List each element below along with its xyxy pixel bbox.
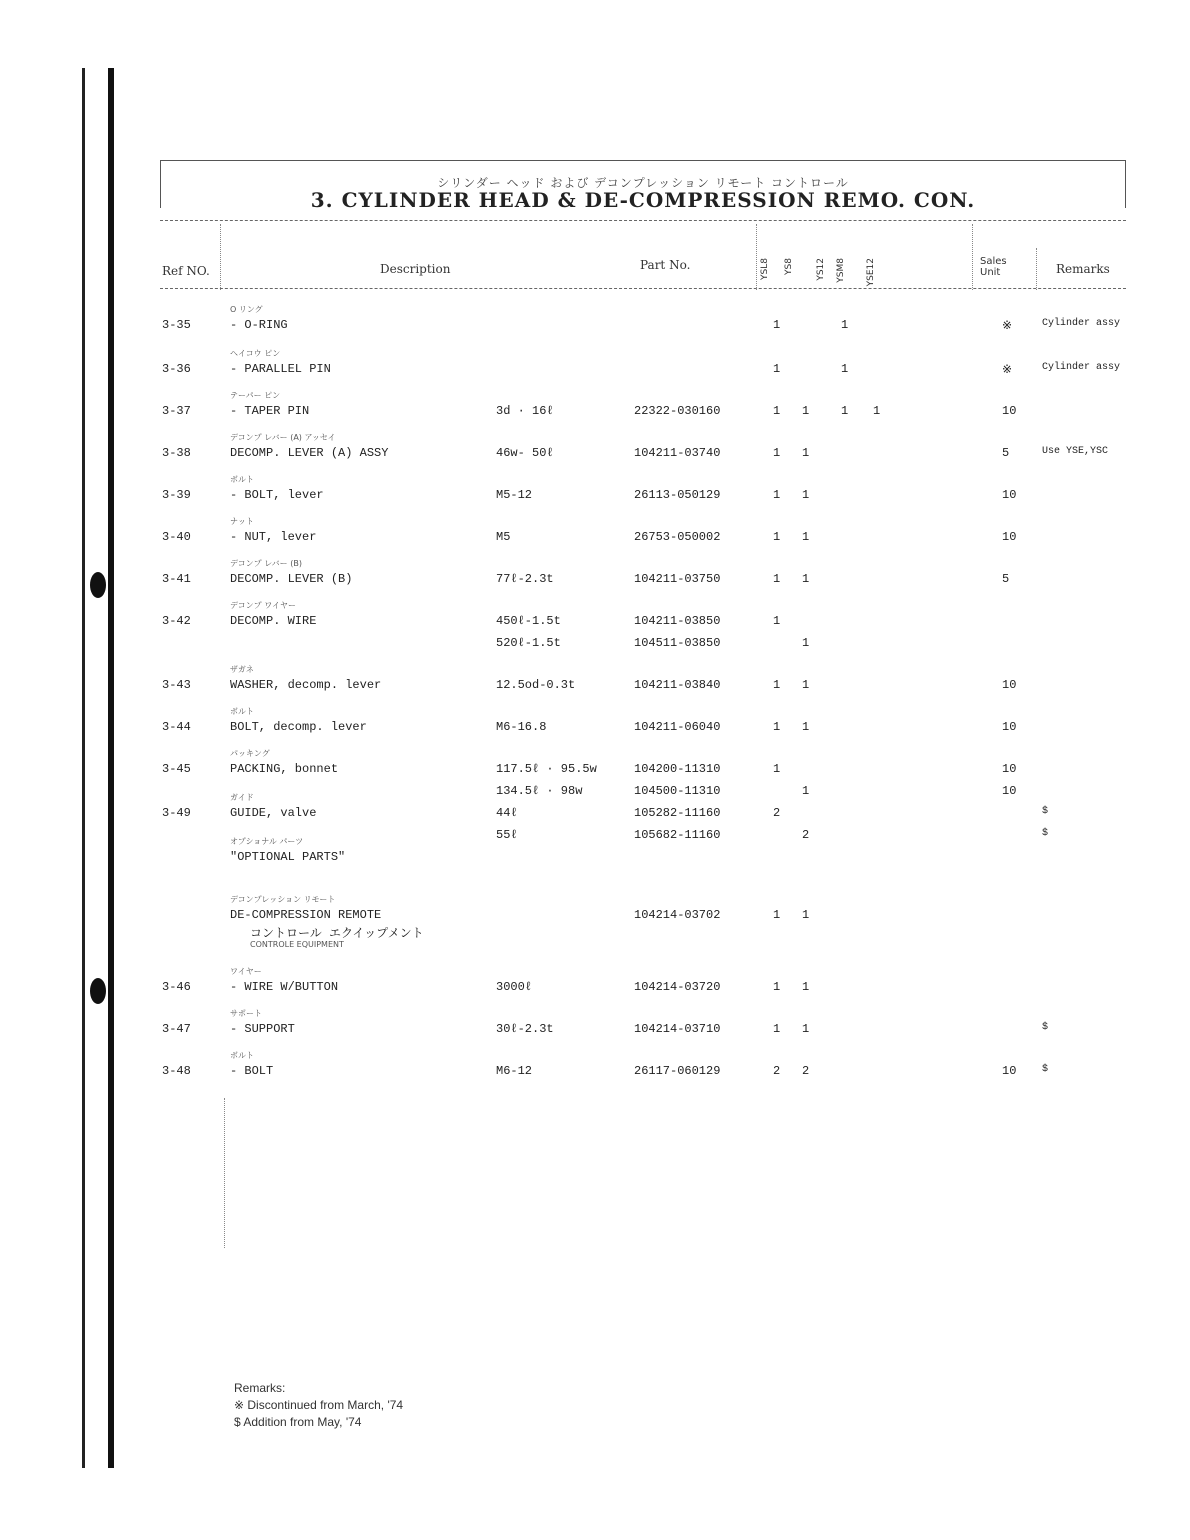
model-col-1: YSL8 (760, 258, 770, 280)
description: DECOMP. LEVER (B) (230, 572, 353, 586)
qty-ysl8: 1 (773, 720, 781, 734)
description-jp: デコンプ レバー (B) (230, 559, 302, 568)
part-number: 104214-03720 (634, 980, 721, 994)
part-number: 26113-050129 (634, 488, 721, 502)
size: 117.5ℓ · 95.5w (496, 762, 597, 776)
binder-edge (82, 68, 85, 1468)
table-row (160, 516, 1126, 556)
qty-ys8: 1 (802, 784, 810, 798)
description-jp: パッキング (230, 749, 270, 758)
col-description-header: Description (380, 262, 451, 276)
sales-unit: 5 (1002, 572, 1010, 586)
frame-top (160, 160, 1126, 162)
header-rule (160, 220, 1126, 221)
remarks-line: ※ Discontinued from March, '74 (234, 1398, 404, 1412)
description-jp: コントロール エクイップメント (250, 927, 424, 941)
description: - BOLT (230, 1064, 274, 1078)
ref-number: 3-47 (162, 1022, 191, 1036)
qty-ysl8: 1 (773, 404, 781, 418)
ref-number: 3-41 (162, 572, 191, 586)
parts-list-sheet (160, 158, 1126, 1518)
description: - O-RING (230, 318, 288, 332)
ref-number: 3-42 (162, 614, 191, 628)
table-row (160, 600, 1126, 650)
size: 46w- 50ℓ (496, 446, 554, 460)
description-jp: テーパー ピン (230, 391, 281, 400)
part-number: 26753-050002 (634, 530, 721, 544)
size: 30ℓ-2.3t (496, 1022, 554, 1036)
qty-ys8: 1 (802, 404, 810, 418)
remark: Cylinder assy (1042, 318, 1121, 329)
table-row (160, 894, 1126, 949)
description: BOLT, decomp. lever (230, 720, 367, 734)
qty-ysl8: 1 (773, 318, 781, 332)
column-divider (1036, 248, 1037, 290)
remarks-line: $ Addition from May, '74 (234, 1415, 362, 1429)
part-number: 104200-11310 (634, 762, 721, 776)
page-title-jp: シリンダー ヘッド および デコンプレッション リモート コントロール (437, 176, 849, 190)
qty-ys8: 2 (802, 1064, 810, 1078)
ref-number: 3-40 (162, 530, 191, 544)
qty-ysm8: 1 (873, 404, 881, 418)
part-number: 104211-03850 (634, 614, 721, 628)
ref-number: 3-35 (162, 318, 191, 332)
description: CONTROLE EQUIPMENT (250, 940, 344, 949)
ref-number: 3-43 (162, 678, 191, 692)
size: M6-16.8 (496, 720, 547, 734)
description-jp: オプショナル パーツ (230, 837, 304, 846)
description: - BOLT, lever (230, 488, 324, 502)
qty-ysl8: 1 (773, 762, 781, 776)
sales-unit: 10 (1002, 678, 1017, 692)
qty-ysl8: 1 (773, 614, 781, 628)
size: M5 (496, 530, 511, 544)
part-number: 22322-030160 (634, 404, 721, 418)
sales-unit: 10 (1002, 784, 1017, 798)
description-jp: サポート (230, 1009, 262, 1018)
size: 12.5od-0.3t (496, 678, 576, 692)
qty-ys8: 1 (802, 720, 810, 734)
description: DECOMP. WIRE (230, 614, 317, 628)
qty-ys12: 1 (841, 318, 849, 332)
part-number: 105682-11160 (634, 828, 721, 842)
qty-ysl8: 1 (773, 572, 781, 586)
ref-number: 3-36 (162, 362, 191, 376)
header-rule (160, 288, 1126, 289)
description: - WIRE W/BUTTON (230, 980, 339, 994)
part-number: 104214-03702 (634, 908, 721, 922)
qty-ysl8: 1 (773, 530, 781, 544)
sales-unit: 10 (1002, 488, 1017, 502)
sales-unit: ※ (1002, 319, 1013, 333)
description: - TAPER PIN (230, 404, 310, 418)
model-col-2: YS8 (784, 258, 794, 275)
col-sales-unit-header: Sales Unit (980, 256, 1007, 278)
table-row (160, 1008, 1126, 1048)
part-number: 104211-03740 (634, 446, 721, 460)
sales-unit: 10 (1002, 530, 1017, 544)
qty-ys8: 1 (802, 908, 810, 922)
column-divider (220, 224, 221, 290)
qty-ys12: 1 (841, 404, 849, 418)
part-number: 105282-11160 (634, 806, 721, 820)
table-row (160, 966, 1126, 1006)
ref-number: 3-38 (162, 446, 191, 460)
ref-number: 3-45 (162, 762, 191, 776)
qty-ysl8: 2 (773, 1064, 781, 1078)
table-row (160, 836, 1126, 876)
punch-hole (90, 572, 106, 598)
qty-ysl8: 2 (773, 806, 781, 820)
qty-ys8: 2 (802, 828, 810, 842)
size: 520ℓ-1.5t (496, 636, 561, 650)
size: 77ℓ-2.3t (496, 572, 554, 586)
part-number: 104214-03710 (634, 1022, 721, 1036)
remarks-block (234, 1380, 403, 1431)
description: DECOMP. LEVER (A) ASSY (230, 446, 389, 460)
qty-ys8: 1 (802, 530, 810, 544)
description: - NUT, lever (230, 530, 317, 544)
description: DE-COMPRESSION REMOTE (230, 908, 382, 922)
qty-ysl8: 1 (773, 980, 781, 994)
qty-ys8: 1 (802, 636, 810, 650)
model-col-5: YSE12 (866, 258, 876, 287)
remark: $ (1042, 1064, 1049, 1075)
table-row (160, 390, 1126, 430)
qty-ys8: 1 (802, 980, 810, 994)
description-jp: ボルト (230, 1051, 254, 1060)
size: M5-12 (496, 488, 533, 502)
remark: $ (1042, 828, 1049, 839)
remark: $ (1042, 806, 1049, 817)
remarks-heading: Remarks: (234, 1381, 286, 1395)
ref-number: 3-48 (162, 1064, 191, 1078)
part-number: 26117-060129 (634, 1064, 721, 1078)
size: 3d · 16ℓ (496, 404, 554, 418)
description: PACKING, bonnet (230, 762, 339, 776)
part-number: 104500-11310 (634, 784, 721, 798)
col-part-header: Part No. (640, 258, 691, 272)
qty-ys8: 1 (802, 446, 810, 460)
size: 44ℓ (496, 806, 518, 820)
qty-ys8: 1 (802, 1022, 810, 1036)
punch-hole (90, 978, 106, 1004)
sales-unit: 10 (1002, 720, 1017, 734)
part-number: 104211-06040 (634, 720, 721, 734)
size: 55ℓ (496, 828, 518, 842)
ref-number: 3-44 (162, 720, 191, 734)
qty-ysl8: 1 (773, 362, 781, 376)
part-number: 104211-03750 (634, 572, 721, 586)
description-jp: デコンプ レバー (A) アッセイ (230, 433, 336, 442)
description-jp: デコンプ ワイヤー (230, 601, 296, 610)
ref-number: 3-46 (162, 980, 191, 994)
column-divider (972, 224, 973, 290)
description-jp: ボルト (230, 707, 254, 716)
description: - SUPPORT (230, 1022, 295, 1036)
table-row (160, 558, 1126, 598)
sales-unit: 10 (1002, 1064, 1017, 1078)
part-number: 104211-03840 (634, 678, 721, 692)
sales-unit: ※ (1002, 363, 1013, 377)
sales-unit: 5 (1002, 446, 1010, 460)
remark: Cylinder assy (1042, 362, 1121, 373)
column-divider (756, 224, 757, 290)
ref-number: 3-37 (162, 404, 191, 418)
qty-ysl8: 1 (773, 908, 781, 922)
qty-ysl8: 1 (773, 1022, 781, 1036)
qty-ys8: 1 (802, 678, 810, 692)
model-col-3: YS12 (816, 258, 826, 281)
size: 3000ℓ (496, 980, 533, 994)
sales-unit: 10 (1002, 404, 1017, 418)
description-jp: ガイド (230, 793, 254, 802)
table-row (160, 1050, 1126, 1090)
description: - PARALLEL PIN (230, 362, 331, 376)
table-row (160, 706, 1126, 746)
size: M6-12 (496, 1064, 533, 1078)
qty-ys8: 1 (802, 572, 810, 586)
description-jp: ザガネ (230, 665, 254, 674)
part-number: 104511-03850 (634, 636, 721, 650)
binder-edge (108, 68, 114, 1468)
ref-number: 3-39 (162, 488, 191, 502)
table-row (160, 664, 1126, 704)
table-row (160, 304, 1126, 344)
description-jp: O リング (230, 305, 263, 314)
col-remarks-header: Remarks (1056, 262, 1110, 276)
model-col-4: YSM8 (836, 258, 846, 283)
ref-number: 3-49 (162, 806, 191, 820)
description-jp: ナット (230, 517, 254, 526)
table-row (160, 348, 1126, 388)
qty-ys8: 1 (802, 488, 810, 502)
description-jp: ヘイコウ ピン (230, 349, 281, 358)
description: "OPTIONAL PARTS" (230, 850, 346, 864)
description-jp: ボルト (230, 475, 254, 484)
page-title: 3. CYLINDER HEAD & DE-COMPRESSION REMO. CON. (310, 188, 976, 212)
qty-ys12: 1 (841, 362, 849, 376)
table-row (160, 432, 1126, 472)
remark: Use YSE,YSC (1042, 446, 1109, 457)
description: GUIDE, valve (230, 806, 317, 820)
qty-ysl8: 1 (773, 446, 781, 460)
description-jp: ワイヤー (230, 967, 262, 976)
description: WASHER, decomp. lever (230, 678, 382, 692)
size: 134.5ℓ · 98w (496, 784, 583, 798)
sales-unit: 10 (1002, 762, 1017, 776)
remark: $ (1042, 1022, 1049, 1033)
col-ref-header: Ref NO. (162, 264, 210, 278)
size: 450ℓ-1.5t (496, 614, 561, 628)
table-row (160, 474, 1126, 514)
qty-ysl8: 1 (773, 678, 781, 692)
qty-ysl8: 1 (773, 488, 781, 502)
description-jp: デコンプレッション リモート (230, 895, 336, 904)
column-divider (224, 1098, 225, 1248)
